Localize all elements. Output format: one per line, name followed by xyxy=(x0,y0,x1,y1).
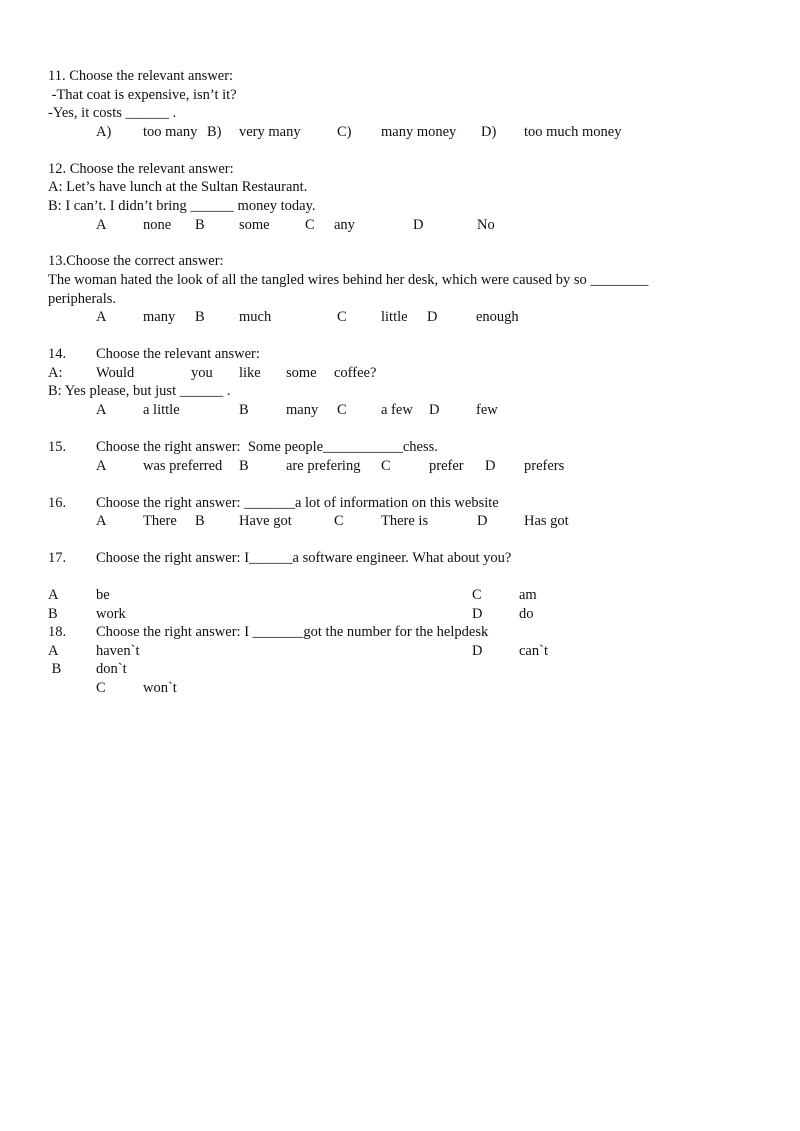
option-letter: A xyxy=(96,217,107,233)
question-18-prompt: Choose the right answer: I _______got the number for the helpdesk xyxy=(96,624,489,640)
option-letter: A xyxy=(96,402,107,418)
option-letter: D xyxy=(477,513,488,529)
option-text: be xyxy=(96,587,110,603)
question-12-prompt: 12. Choose the relevant answer: xyxy=(48,161,234,177)
option-letter: B xyxy=(195,217,205,233)
option-letter: A xyxy=(96,309,107,325)
option-letter: D xyxy=(472,643,483,659)
question-13-line-2: peripherals. xyxy=(48,291,117,307)
option-letter: C xyxy=(337,309,347,325)
option-letter: B xyxy=(48,606,58,622)
option-letter: B) xyxy=(207,124,222,140)
question-13-line-1: The woman hated the look of all the tangled wires behind her desk, which were caused by so ________ xyxy=(48,272,649,288)
option-text: do xyxy=(519,606,534,622)
option-text: a little xyxy=(143,402,180,418)
option-text: Has got xyxy=(524,513,569,529)
question-14-speaker: A: xyxy=(48,365,63,381)
option-text: any xyxy=(334,217,355,233)
question-14-word: like xyxy=(239,365,261,381)
question-14-word: some xyxy=(286,365,317,381)
option-text: prefers xyxy=(524,458,565,474)
option-text: There is xyxy=(381,513,429,529)
question-16-prompt: Choose the right answer: _______a lot of information on this website xyxy=(96,495,499,511)
option-letter: C xyxy=(305,217,315,233)
option-letter: B xyxy=(48,661,62,677)
option-text: was preferred xyxy=(143,458,223,474)
option-letter: D) xyxy=(481,124,497,140)
option-letter: D xyxy=(429,402,440,418)
option-text: many money xyxy=(381,124,457,140)
option-text: won`t xyxy=(143,680,177,696)
option-letter: C) xyxy=(337,124,352,140)
question-14-word: coffee? xyxy=(334,365,377,381)
option-text: There xyxy=(143,513,177,529)
option-letter: B xyxy=(239,458,249,474)
question-12-line-2: B: I can’t. I didn’t bring ______ money today. xyxy=(48,198,316,214)
option-text: too much money xyxy=(524,124,622,140)
option-text: haven`t xyxy=(96,643,140,659)
option-text: work xyxy=(96,606,126,622)
option-text: am xyxy=(519,587,537,603)
question-13-prompt: 13.Choose the correct answer: xyxy=(48,253,224,269)
option-letter: C xyxy=(337,402,347,418)
option-text: enough xyxy=(476,309,519,325)
option-text: much xyxy=(239,309,272,325)
option-text: are prefering xyxy=(286,458,361,474)
option-text: many xyxy=(143,309,176,325)
question-15-prompt: Choose the right answer: Some people___________chess. xyxy=(96,439,438,455)
question-18-number: 18. xyxy=(48,624,67,640)
option-letter: A xyxy=(96,458,107,474)
question-16-number: 16. xyxy=(48,495,67,511)
option-text: few xyxy=(476,402,498,418)
option-text: No xyxy=(477,217,495,233)
option-letter: D xyxy=(485,458,496,474)
question-14-number: 14. xyxy=(48,346,67,362)
option-text: many xyxy=(286,402,319,418)
option-letter: A xyxy=(96,513,107,529)
question-11-line-1: -That coat is expensive, isn’t it? xyxy=(48,87,237,103)
option-letter: D xyxy=(427,309,438,325)
option-letter: D xyxy=(472,606,483,622)
option-letter: C xyxy=(472,587,482,603)
option-letter: A xyxy=(48,587,59,603)
question-11-prompt: 11. Choose the relevant answer: xyxy=(48,68,234,84)
question-14-word: Would xyxy=(96,365,135,381)
question-14-word: you xyxy=(191,365,213,381)
option-letter: B xyxy=(195,309,205,325)
option-text: can`t xyxy=(519,643,548,659)
question-12-line-1: A: Let’s have lunch at the Sultan Restaurant. xyxy=(48,179,308,195)
option-letter: C xyxy=(96,680,106,696)
option-letter: A xyxy=(48,643,59,659)
question-14-prompt: Choose the relevant answer: xyxy=(96,346,260,362)
option-letter: C xyxy=(381,458,391,474)
option-text: prefer xyxy=(429,458,464,474)
option-letter: D xyxy=(413,217,424,233)
option-letter: C xyxy=(334,513,344,529)
question-14-line-2: B: Yes please, but just ______ . xyxy=(48,383,231,399)
option-text: some xyxy=(239,217,270,233)
question-17-number: 17. xyxy=(48,550,67,566)
option-text: little xyxy=(381,309,408,325)
question-11-line-2: -Yes, it costs ______ . xyxy=(48,105,177,121)
option-text: Have got xyxy=(239,513,292,529)
option-text: too many xyxy=(143,124,198,140)
option-letter: B xyxy=(195,513,205,529)
option-letter: A) xyxy=(96,124,112,140)
question-15-number: 15. xyxy=(48,439,67,455)
option-text: very many xyxy=(239,124,301,140)
option-letter: B xyxy=(239,402,249,418)
question-17-prompt: Choose the right answer: I______a software engineer. What about you? xyxy=(96,550,512,566)
option-text: a few xyxy=(381,402,413,418)
option-text: don`t xyxy=(96,661,127,677)
option-text: none xyxy=(143,217,172,233)
